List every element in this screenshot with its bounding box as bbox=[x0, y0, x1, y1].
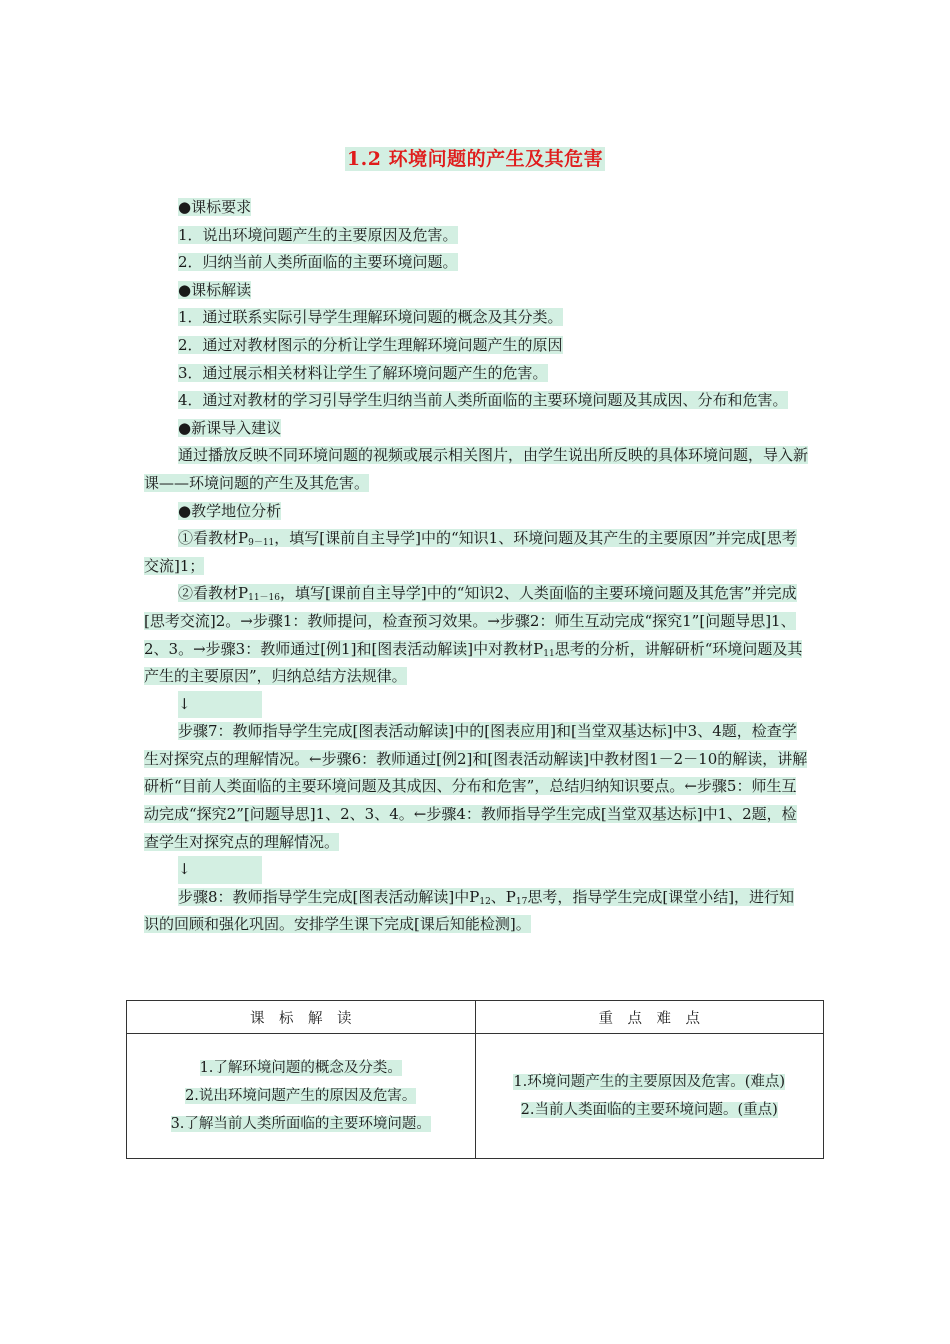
analysis-paragraph-2: ②看教材$P_{11-16}$，填写[课前自主导学]中的“知识2、人类面临的主要环境问题及其危害”并完成[思考交流]2。→步骤1：教师提问，检查预习效果。→步骤2：师生互动完成“探究1”[问题导思]1、2、3。→步骤3：教师通过[例1]和[图表活动解读]中对教材$P_{11}$思考的分析，讲解研析“环境问题及其产生的主要原因”，归纳总结方法规律。 bbox=[144, 584, 803, 686]
table-row bbox=[127, 1034, 824, 1159]
flow-arrow-down: ↓ bbox=[144, 856, 808, 884]
interpretation-item: 4．通过对教材的学习引导学生归纳当前人类所面临的主要环境问题及其成因、分布和危害。 bbox=[178, 391, 788, 410]
standards-item: 3.了解当前人类所面临的主要环境问题。 bbox=[170, 1116, 431, 1132]
intro-paragraph: 通过播放反映不同环境问题的视频或展示相关图片，由学生说出所反映的具体环境问题，导入新课——环境问题的产生及其危害。 bbox=[144, 446, 809, 492]
requirement-item: 1．说出环境问题产生的主要原因及危害。 bbox=[178, 225, 458, 244]
key-point-item: 1.环境问题产生的主要原因及危害。(难点) bbox=[513, 1074, 786, 1090]
standards-item: 2.说出环境问题产生的原因及危害。 bbox=[185, 1088, 417, 1104]
interpretation-item: 3．通过展示相关材料让学生了解环境问题产生的危害。 bbox=[178, 363, 548, 382]
table-header-standards: 课 标 解 读 bbox=[127, 1001, 476, 1034]
interpretation-item: 1．通过联系实际引导学生理解环境问题的概念及其分类。 bbox=[178, 308, 563, 327]
key-point-item: 2.当前人类面临的主要环境问题。(重点) bbox=[520, 1102, 778, 1118]
table-header-row bbox=[127, 1001, 824, 1034]
section-heading-intro: ●新课导入建议 bbox=[178, 418, 282, 437]
step8-paragraph: 步骤8：教师指导学生完成[图表活动解读]中$P_{12}$、$P_{17}$思考，指导学生完成[课堂小结]，进行知识的回顾和强化巩固。安排学生课下完成[课后知能检测]。 bbox=[144, 887, 795, 934]
section-heading-requirements: ●课标要求 bbox=[178, 198, 252, 216]
interpretation-item: 2．通过对教材图示的分析让学生理解环境问题产生的原因 bbox=[178, 335, 563, 354]
requirement-item: 2．归纳当前人类所面临的主要环境问题。 bbox=[178, 253, 458, 272]
flow-arrow-down: ↓ bbox=[144, 691, 808, 719]
table-header-key-points: 重 点 难 点 bbox=[475, 1001, 824, 1034]
objectives-table bbox=[126, 1000, 824, 1159]
standards-cell bbox=[127, 1034, 476, 1159]
analysis-paragraph-1: ①看教材$P_{9-11}$，填写[课前自主导学]中的“知识1、环境问题及其产生的主要原因”并完成[思考交流]1； bbox=[144, 529, 797, 575]
steps-paragraph: 步骤7：教师指导学生完成[图表活动解读]中的[图表应用]和[当堂双基达标]中3、4题，检查学生对探究点的理解情况。←步骤6：教师通过[例2]和[图表活动解读]中教材图1－2－10的解读，讲解研析“目前人类面临的主要环境问题及其成因、分布和危害”，总结归纳知识要点。←步骤5：师生互动完成“探究2”[问题导思]1、2、3、4。←步骤4：教师指导学生完成[当堂双基达标]中1、2题，检查学生对探究点的理解情况。 bbox=[144, 722, 808, 851]
section-heading-analysis: ●教学地位分析 bbox=[178, 501, 282, 520]
section-heading-interpretation: ●课标解读 bbox=[178, 280, 252, 299]
standards-item: 1.了解环境问题的概念及分类。 bbox=[199, 1060, 402, 1076]
document-body bbox=[144, 194, 808, 939]
page-title: 1.2 环境问题的产生及其危害 bbox=[346, 148, 604, 170]
key-points-cell bbox=[475, 1034, 824, 1159]
